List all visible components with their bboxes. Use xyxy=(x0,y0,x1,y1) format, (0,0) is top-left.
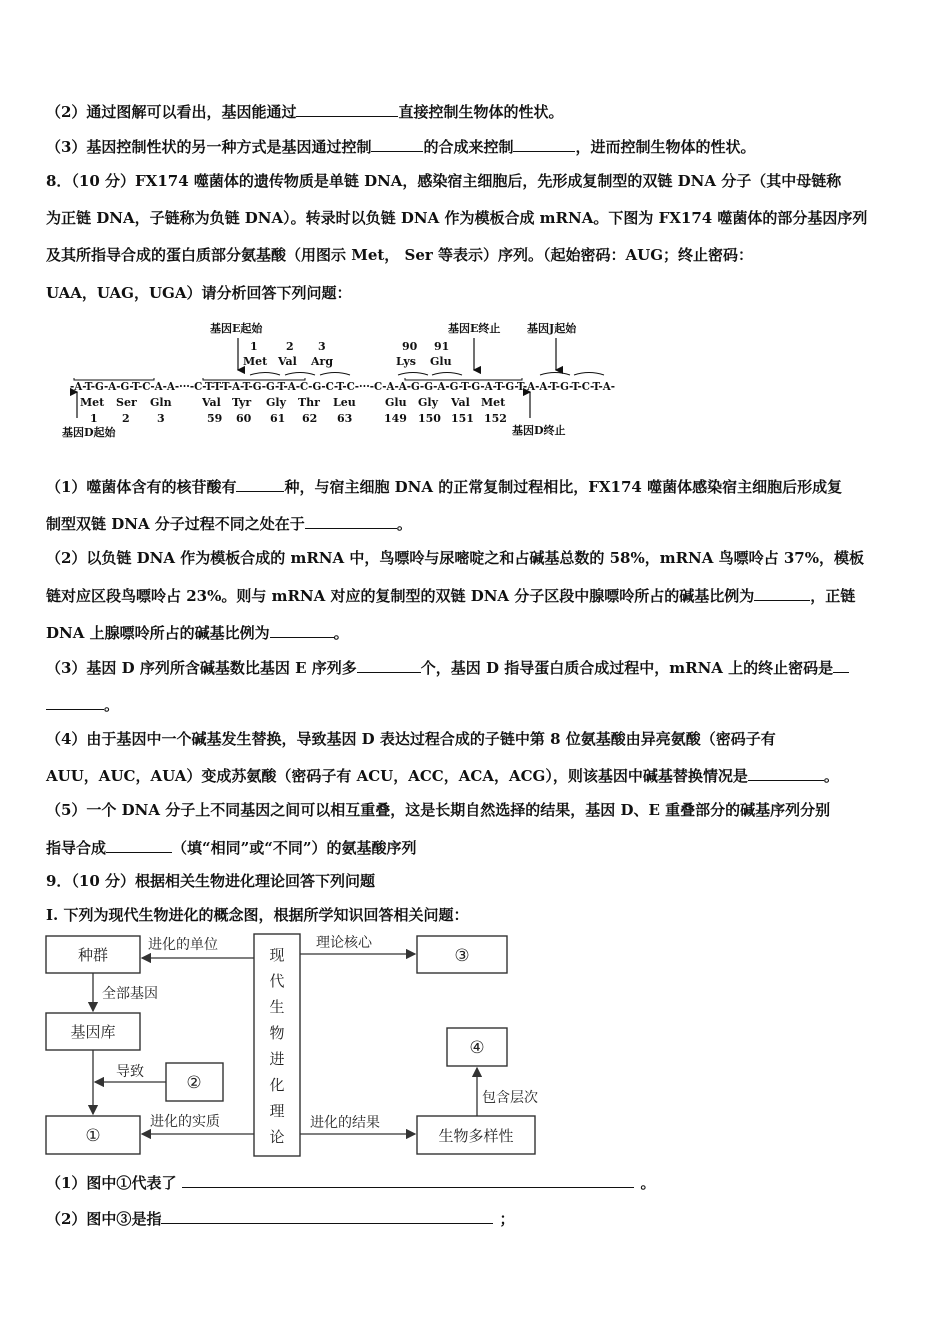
bottom-number: 63 xyxy=(337,412,353,425)
q7-sub3: （3）基因控制性状的另一种方式是基因通过控制 的合成来控制 ，进而控制生物体的性状。 xyxy=(46,138,756,156)
bottom-number: 151 xyxy=(451,412,474,425)
q8-sub1-line1: （1）噬菌体含有的核苷酸有 种，与宿主细胞 DNA 的正常复制过程相比，FX174 噬菌体感染宿主细胞后形成复 xyxy=(46,478,843,496)
arrow-unit-label: 进化的单位 xyxy=(148,937,218,953)
q8-stem-line2: 为正链 DNA，子链称为负链 DNA）。转录时以负链 DNA 作为模板合成 mRNA。下图为 FX174 噬菌体的部分基因序列 xyxy=(46,209,868,227)
top-amino: Glu xyxy=(430,355,452,368)
bottom-number: 62 xyxy=(302,412,318,425)
answer-blank[interactable] xyxy=(754,585,810,601)
answer-blank[interactable] xyxy=(305,513,397,529)
label-2: ② xyxy=(186,1073,202,1093)
q9-sub2: （2）图中③是指 ； xyxy=(46,1210,515,1228)
q8-sub3-line1: （3）基因 D 序列所含碱基数比基因 E 序列多 个，基因 D 指导蛋白质合成过程中，mRNA 上的终止密码是 xyxy=(46,657,849,678)
label-population: 种群 xyxy=(77,946,109,964)
q8-sub4-line2: AUU，AUC，AUA）变成苏氨酸（密码子有 ACU，ACC，ACA，ACG），则该基因中碱基替换情况是 。 xyxy=(46,767,839,785)
q8-sub2-line1: （2）以负链 DNA 作为模板合成的 mRNA 中，鸟嘌呤与尿嘧啶之和占碱基总数的 58%，mRNA 鸟嘌呤占 37%，模板 xyxy=(46,549,864,567)
top-number: 2 xyxy=(286,340,294,353)
q8-sub5-line1: （5）一个 DNA 分子上不同基因之间可以相互重叠，这是长期自然选择的结果，基因 D、E 重叠部分的碱基序列分别 xyxy=(46,801,831,819)
center-char: 进 xyxy=(269,1050,285,1068)
center-char: 物 xyxy=(269,1024,285,1042)
answer-blank[interactable] xyxy=(46,694,104,710)
label-diversity: 生物多样性 xyxy=(438,1127,514,1145)
q8-sub4-line1: （4）由于基因中一个碱基发生替换，导致基因 D 表达过程合成的子链中第 8 位氨基酸由异亮氨酸（密码子有 xyxy=(46,730,776,748)
arrow-allgenes-label: 全部基因 xyxy=(102,986,158,1002)
gene-sequence-figure xyxy=(60,318,630,442)
bottom-amino: Tyr xyxy=(232,396,252,409)
bottom-number: 149 xyxy=(384,412,407,425)
answer-blank[interactable] xyxy=(371,136,423,152)
center-char: 理 xyxy=(269,1102,285,1120)
arrow-essence-label: 进化的实质 xyxy=(150,1114,220,1130)
bottom-number: 1 xyxy=(90,412,98,425)
q8-sub1-line2: 制型双链 DNA 分子过程不同之处在于 。 xyxy=(46,515,412,533)
top-amino: Arg xyxy=(311,355,334,368)
gene-d-start-label: 基因D起始 xyxy=(62,426,116,439)
top-amino: Val xyxy=(278,355,297,368)
label-4: ④ xyxy=(469,1038,485,1058)
center-char: 现 xyxy=(269,946,285,964)
top-number: 1 xyxy=(250,340,258,353)
gene-e-end-label: 基因E终止 xyxy=(448,322,501,335)
answer-blank[interactable] xyxy=(513,136,575,152)
top-number: 91 xyxy=(434,340,450,353)
q9-title: 9．（10 分）根据相关生物进化理论回答下列问题 xyxy=(46,872,376,890)
label-3: ③ xyxy=(454,946,470,966)
answer-blank[interactable] xyxy=(833,657,849,673)
arrow-core-label: 理论核心 xyxy=(316,935,372,951)
bottom-amino: Gly xyxy=(418,396,438,409)
q8-stem-line4: UAA，UAG，UGA）请分析回答下列问题： xyxy=(46,284,352,302)
arrow-levels-label: 包含层次 xyxy=(482,1090,538,1106)
bottom-amino: Thr xyxy=(298,396,320,409)
bottom-amino: Gln xyxy=(150,396,172,409)
q9-part1-intro: I. 下列为现代生物进化的概念图，根据所学知识回答相关问题： xyxy=(46,906,469,924)
label-genepool: 基因库 xyxy=(70,1023,116,1041)
answer-blank[interactable] xyxy=(270,622,334,638)
q8-sub2-line3: DNA 上腺嘌呤所占的碱基比例为 。 xyxy=(46,624,349,642)
answer-blank[interactable] xyxy=(182,1172,634,1188)
answer-blank[interactable] xyxy=(236,476,284,492)
bottom-amino: Val xyxy=(451,396,470,409)
answer-blank[interactable] xyxy=(357,657,421,673)
arrow-cause-label: 导致 xyxy=(116,1064,144,1080)
answer-blank[interactable] xyxy=(161,1208,493,1224)
bottom-amino: Val xyxy=(202,396,221,409)
center-char: 生 xyxy=(269,998,285,1016)
label-1: ① xyxy=(85,1126,101,1146)
center-char: 代 xyxy=(269,972,285,990)
answer-blank[interactable] xyxy=(748,765,824,781)
q8-stem-line1: 8．（10 分）FX174 噬菌体的遗传物质是单链 DNA，感染宿主细胞后，先形成复制型的双链 DNA 分子（其中母链称 xyxy=(46,172,842,190)
bottom-number: 61 xyxy=(270,412,286,425)
top-amino: Lys xyxy=(396,355,416,368)
q8-sub3-line2: 。 xyxy=(46,694,119,715)
bottom-number: 60 xyxy=(236,412,252,425)
bottom-amino: Met xyxy=(481,396,506,409)
gene-j-start-label: 基因J起始 xyxy=(527,322,577,335)
bottom-number: 3 xyxy=(157,412,165,425)
bottom-number: 59 xyxy=(207,412,223,425)
q7-sub2: （2）通过图解可以看出，基因能通过 直接控制生物体的性状。 xyxy=(46,103,564,121)
bottom-amino: Gly xyxy=(266,396,286,409)
gene-d-end-label: 基因D终止 xyxy=(512,424,566,437)
evolution-concept-diagram xyxy=(40,930,570,1160)
dna-sequence: -A-T-G-A-G-T-C-A-A-···-C-T-T-T-A-T-G-G-T-A-C-G-C-T-C-···-C-A-A-G-G-A-G-T-G-A-T-G-T-A-A-T-G-T-C-T-A- xyxy=(70,379,616,393)
bottom-number: 150 xyxy=(418,412,441,425)
gene-e-start-label: 基因E起始 xyxy=(210,322,263,335)
q8-sub5-line2: 指导合成 （填“相同”或“不同”）的氨基酸序列 xyxy=(46,839,417,857)
arrow-result-label: 进化的结果 xyxy=(310,1115,380,1131)
answer-blank[interactable] xyxy=(106,837,172,853)
center-char: 论 xyxy=(269,1128,285,1146)
q9-sub1: （1）图中①代表了 。 xyxy=(46,1174,656,1192)
bottom-number: 2 xyxy=(122,412,130,425)
bottom-amino: Ser xyxy=(116,396,137,409)
top-amino: Met xyxy=(243,355,268,368)
q8-sub2-line2: 链对应区段鸟嘌呤占 23%。则与 mRNA 对应的复制型的双链 DNA 分子区段中腺嘌呤所占的碱基比例为 ，正链 xyxy=(46,587,856,605)
center-char: 化 xyxy=(269,1076,285,1094)
bottom-amino: Glu xyxy=(385,396,407,409)
q8-stem-line3: 及其所指导合成的蛋白质部分氨基酸（用图示 Met， Ser 等表示）序列。（起始密码：AUG；终止密码： xyxy=(46,246,754,264)
top-number: 90 xyxy=(402,340,418,353)
bottom-number: 152 xyxy=(484,412,507,425)
bottom-amino: Met xyxy=(80,396,105,409)
top-number: 3 xyxy=(318,340,326,353)
box-center-theory xyxy=(254,934,300,1156)
answer-blank[interactable] xyxy=(296,101,398,117)
bottom-amino: Leu xyxy=(333,396,356,409)
